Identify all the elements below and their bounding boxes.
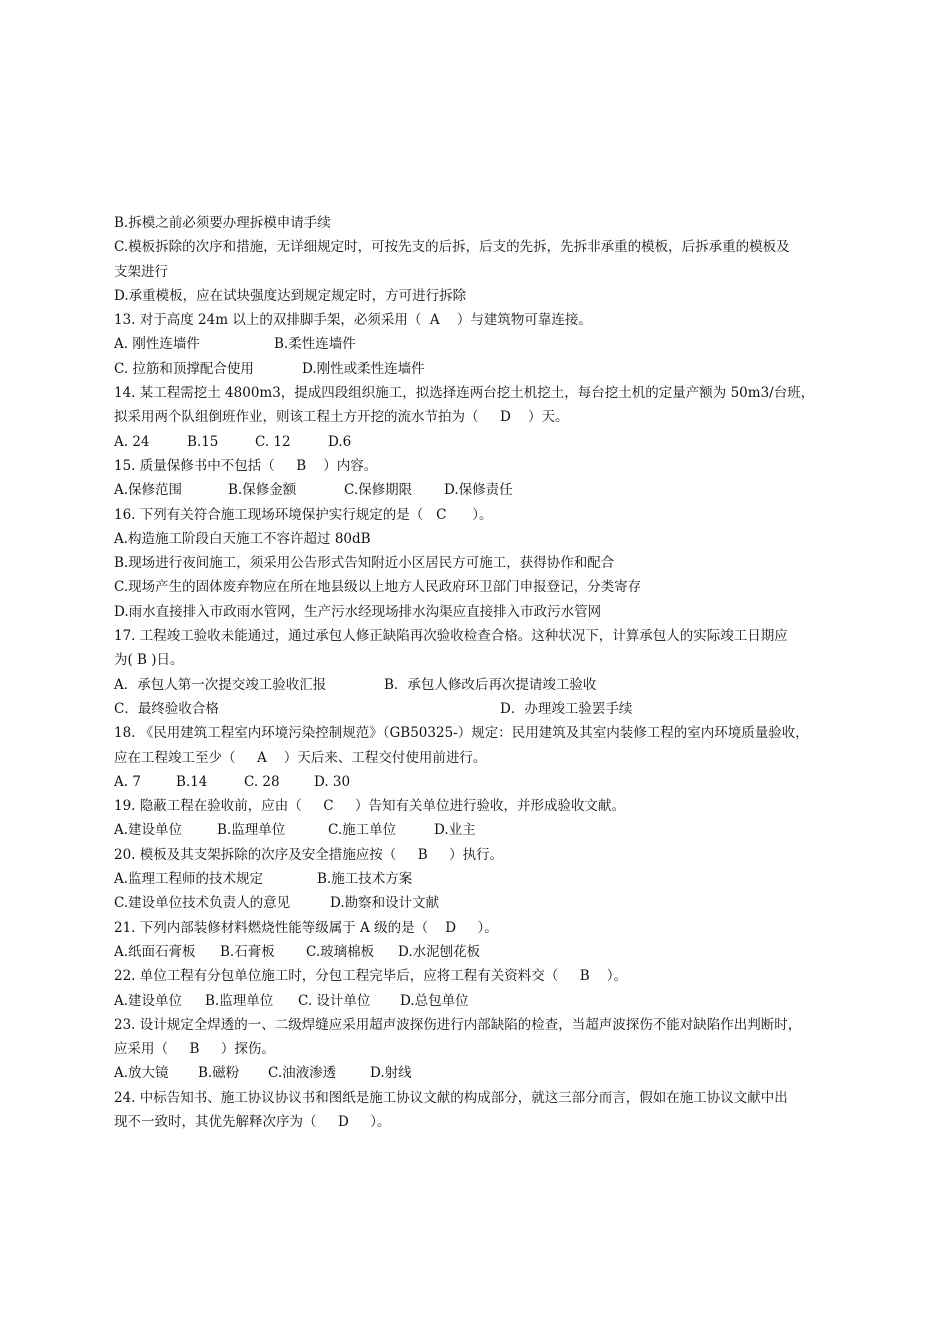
option-c: C. 设计单位 <box>298 992 371 1009</box>
question-14-options <box>114 430 850 454</box>
question-21-options <box>114 940 850 964</box>
option-b: B.15 <box>187 433 219 450</box>
option-d: D.保修责任 <box>444 482 513 499</box>
option-d: D．办理竣工验罢手续 <box>500 700 633 717</box>
question-18: 18. 《民用建筑工程室内环境污染控制规范》（GB50325-）规定：民用建筑及其室内装修工程的室内环境质量验收， <box>114 725 809 742</box>
option-b: B.施工技术方案 <box>317 871 413 888</box>
option-a: A.监理工程师的技术规定 <box>114 871 264 888</box>
option-d: D. 30 <box>314 773 351 790</box>
text-line: 现不一致时，其优先解释次序为（ D ）。 <box>114 1113 391 1130</box>
option-c: C. 28 <box>244 773 280 790</box>
text-line: 为( B )日。 <box>114 652 184 669</box>
option-b: B.磁粉 <box>198 1065 240 1082</box>
option-c: C.施工单位 <box>328 822 397 839</box>
text-line: 应在工程竣工至少（ A ）天后来、工程交付使用前进行。 <box>114 749 487 766</box>
option-c: C．最终验收合格 <box>114 700 219 717</box>
question-13-options-row-2 <box>114 357 850 381</box>
question-20-options-row-1 <box>114 867 850 891</box>
option-d: D.射线 <box>370 1065 412 1082</box>
text-line: 应采用（ B ）探伤。 <box>114 1041 275 1058</box>
question-19-options <box>114 818 850 842</box>
option-d: D.水泥刨花板 <box>398 943 481 960</box>
question-24: 24. 中标告知书、施工协议协议书和图纸是施工协议文献的构成部分，就这三部分而言，假如在施工协议文献中出 <box>114 1089 788 1106</box>
text-line: D.雨水直接排入市政雨水管网，生产污水经现场排水沟渠应直接排入市政污水管网 <box>114 603 602 620</box>
option-a: A.纸面石膏板 <box>114 943 196 960</box>
option-b: B.柔性连墙件 <box>274 336 356 353</box>
option-a: A.建设单位 <box>114 992 183 1009</box>
question-17: 17. 工程竣工验收未能通过，通过承包人修正缺陷再次验收检查合格。这种状况下，计算承包人的实际竣工日期应 <box>114 628 788 645</box>
option-d: D.总包单位 <box>400 992 469 1009</box>
question-19: 19. 隐蔽工程在验收前，应由（ C ）告知有关单位进行验收，并形成验收文献。 <box>114 798 626 815</box>
option-c: C. 拉筋和顶撑配合使用 <box>114 360 254 377</box>
option-c: C.油液渗透 <box>268 1065 337 1082</box>
option-a: A.保修范围 <box>114 482 183 499</box>
text-line: B.拆模之前必须要办理拆模申请手续 <box>114 215 331 231</box>
text-line: 支架进行 <box>114 263 168 280</box>
text-line: A.构造施工阶段白天施工不容许超过 80dB <box>114 530 371 547</box>
option-a: A．承包人第一次提交竣工验收汇报 <box>114 676 327 693</box>
question-23-options <box>114 1061 850 1085</box>
question-22: 22. 单位工程有分包单位施工时，分包工程完毕后，应将工程有关资料交（ B ）。 <box>114 968 628 985</box>
option-d: D.6 <box>328 433 352 450</box>
option-d: D.业主 <box>434 822 476 839</box>
option-a: A. 24 <box>114 433 150 450</box>
document-page <box>114 211 850 1134</box>
text-line: C.模板拆除的次序和措施，无详细规定时，可按先支的后拆，后支的先拆，先拆非承重的模板，后拆承重的模板及 <box>114 239 790 256</box>
option-b: B.保修金额 <box>228 482 297 499</box>
question-20: 20. 模板及其支架拆除的次序及安全措施应按（ B ）执行。 <box>114 846 504 863</box>
question-21: 21. 下列内部装修材料燃烧性能等级属于 A 级的是（ D ）。 <box>114 919 498 936</box>
question-20-options-row-2 <box>114 891 850 915</box>
text-line: C.现场产生的固体废弃物应在所在地县级以上地方人民政府环卫部门申报登记，分类寄存 <box>114 579 642 596</box>
option-b: B．承包人修改后再次提请竣工验收 <box>384 676 597 693</box>
option-b: B.14 <box>176 773 208 790</box>
question-14: 14. 某工程需挖土 4800m3，提成四段组织施工，拟选择连两台挖土机挖土，每台挖土机的定量产额为 50m3/台班， <box>114 385 815 402</box>
option-c: C.玻璃棉板 <box>306 943 375 960</box>
text-line: 拟采用两个队组倒班作业，则该工程土方开挖的流水节拍为（ D ）天。 <box>114 409 569 426</box>
option-c: C. 12 <box>255 433 291 450</box>
question-17-options-row-2 <box>114 697 850 721</box>
question-15: 15. 质量保修书中不包括（ B ）内容。 <box>114 457 378 474</box>
text-line: B.现场进行夜间施工，须采用公告形式告知附近小区居民方可施工，获得协作和配合 <box>114 555 615 572</box>
option-d: D.刚性或柔性连墙件 <box>302 360 425 377</box>
option-a: A. 刚性连墙件 <box>114 336 200 353</box>
question-15-options <box>114 478 850 502</box>
question-22-options <box>114 989 850 1013</box>
option-b: B.监理单位 <box>205 992 274 1009</box>
option-a: A.建设单位 <box>114 822 183 839</box>
text-line: D.承重模板，应在试块强度达到规定规定时，方可进行拆除 <box>114 287 467 304</box>
question-13: 13. 对于高度 24m 以上的双排脚手架，必须采用（ A ）与建筑物可靠连接。 <box>114 312 592 329</box>
question-23: 23. 设计规定全焊透的一、二级焊缝应采用超声波探伤进行内部缺陷的检查，当超声波探伤不能对缺陷作出判断时， <box>114 1016 802 1033</box>
option-c: C.建设单位技术负责人的意见 <box>114 895 291 912</box>
question-18-options <box>114 770 850 794</box>
option-d: D.勘察和设计文献 <box>330 895 440 912</box>
option-b: B.监理单位 <box>217 822 286 839</box>
option-c: C.保修期限 <box>344 482 413 499</box>
question-16: 16. 下列有关符合施工现场环境保护实行规定的是（ C ）。 <box>114 506 493 523</box>
question-17-options-row-1 <box>114 673 850 697</box>
option-a: A. 7 <box>114 773 141 790</box>
option-b: B.石膏板 <box>220 943 275 960</box>
question-13-options-row-1 <box>114 332 850 356</box>
option-a: A.放大镜 <box>114 1065 169 1082</box>
